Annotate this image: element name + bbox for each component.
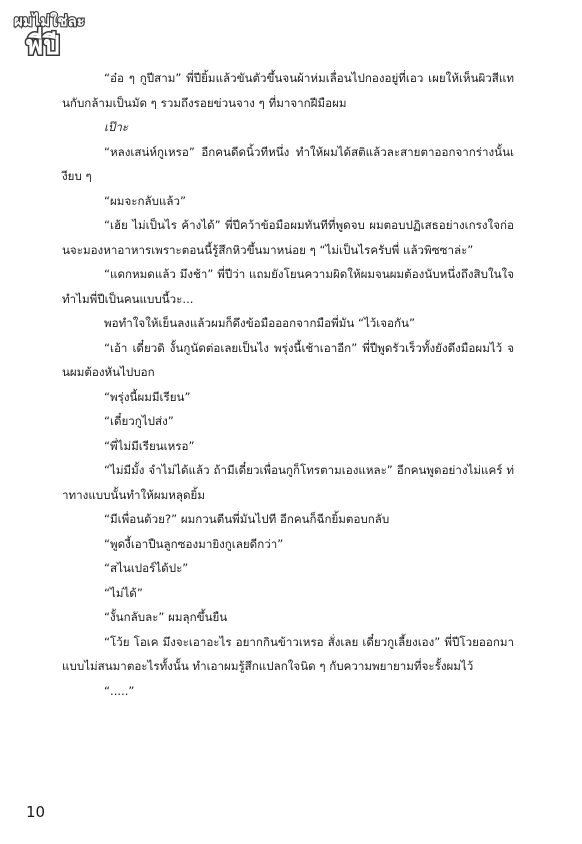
paragraph: พอทำใจให้เย็นลงแล้วผมก็ดึงข้อมือออกจากมือพี่มัน “ไว้เจอกัน” [104,316,415,330]
paragraph: “พี่ไม่มีเรียนเหรอ” [104,438,195,453]
paragraph: “เอ้า เดี๋ยวดิ งั้นกูนัดต่อเลยเป็นไง พรุ่งนี้เช้าเอาอีก” พี่ปีพูดรัวเร็วทั้งยังดึงมือผมไว้ จนผมต้องหันไปบอก [62,340,514,379]
page-body [62,66,514,703]
paragraph: “พูดงี้เอาปืนลูกซองมายิงกูเลยดีกว่า” [104,536,284,551]
paragraph: “มีเพื่อนด้วย?” ผมกวนตีนพี่มันไปที อีกคนก็ฉีกยิ้มตอบกลับ [104,512,390,526]
paragraph: “พรุ่งนี้ผมมีเรียน” [104,389,191,404]
paragraph: “สไนเปอร์ได้ปะ” [104,561,189,575]
paragraph: เป๊าะ [104,120,129,134]
paragraph: “โว้ย โอเค มึงจะเอาอะไร อยากกินข้าวเหรอ สั่งเลย เดี๋ยวกูเลี้ยงเอง” พี่ปีโวยออกมาแบบไม่สนมาตอะไรทั้งนั้น ทำเอาผมรู้สึกแปลกใจนิด ๆ กับความพยายามที่จะรั้งผมไว้ [62,634,514,673]
book-logo-graphic [8,4,86,62]
paragraph: “ไม่มีมั้ง จำไม่ได้แล้ว ถ้ามีเดี๋ยวเพื่อนกูก็โทรตามเองแหละ” อีกคนพูดอย่างไม่แคร์ ท่าทางแบบนั้นทำให้ผมหลุดยิ้ม [62,463,514,502]
paragraph: “อ๋อ ๆ กูปีสาม” พี่ปียิ้มแล้วขันตัวขึ้นจนผ้าห่มเลื่อนไปกองอยู่ที่เอว เผยให้เห็นผิวสีแทนกับกล้ามเป็นมัด ๆ รวมถึงรอยข่วนจาง ๆ ที่มาจากฝีมือผม [62,71,514,110]
svg-text:ผมไม่ใช่ละ: ผมไม่ใช่ละ [14,12,85,30]
svg-text:พี่ปี: พี่ปี [26,31,60,61]
page-number: 10 [26,803,46,821]
paragraph: “หลงเสน่ห์กูเหรอ” อีกคนดีดนิ้วทีหนึ่ง ทำให้ผมได้สติแล้วละสายตาออกจากร่างนั้นเงียบ ๆ [62,144,514,183]
paragraph: “เดี๋ยวกูไปส่ง” [104,414,174,428]
paragraph: “ผมจะกลับแล้ว” [104,193,187,208]
paragraph: “แดกหมดแล้ว มึงช้า” พี่ปีว่า แถมยังโยนความผิดให้ผมจนผมต้องนับหนึ่งถึงสิบในใจ ทำไมพี่ปีเป็นคนแบบนี้วะ... [62,267,514,306]
paragraph: “ไม่ได้” [104,585,143,600]
paragraph: “เฮ้ย ไม่เป็นไร ค้างได้” พี่ปีคว้าข้อมือผมทันทีที่พูดจบ ผมตอบปฏิเสธอย่างเกรงใจก่อนจะมองหาอาหารเพราะตอนนี้รู้สึกหิวขึ้นมาหน่อย ๆ “ไม่เป็นไรครับพี่ แล้วพิซซาล่ะ” [62,218,514,257]
book-logo [8,4,86,62]
paragraph: “.....” [104,683,135,698]
paragraph: “งั้นกลับละ” ผมลุกขึ้นยืน [104,610,228,624]
